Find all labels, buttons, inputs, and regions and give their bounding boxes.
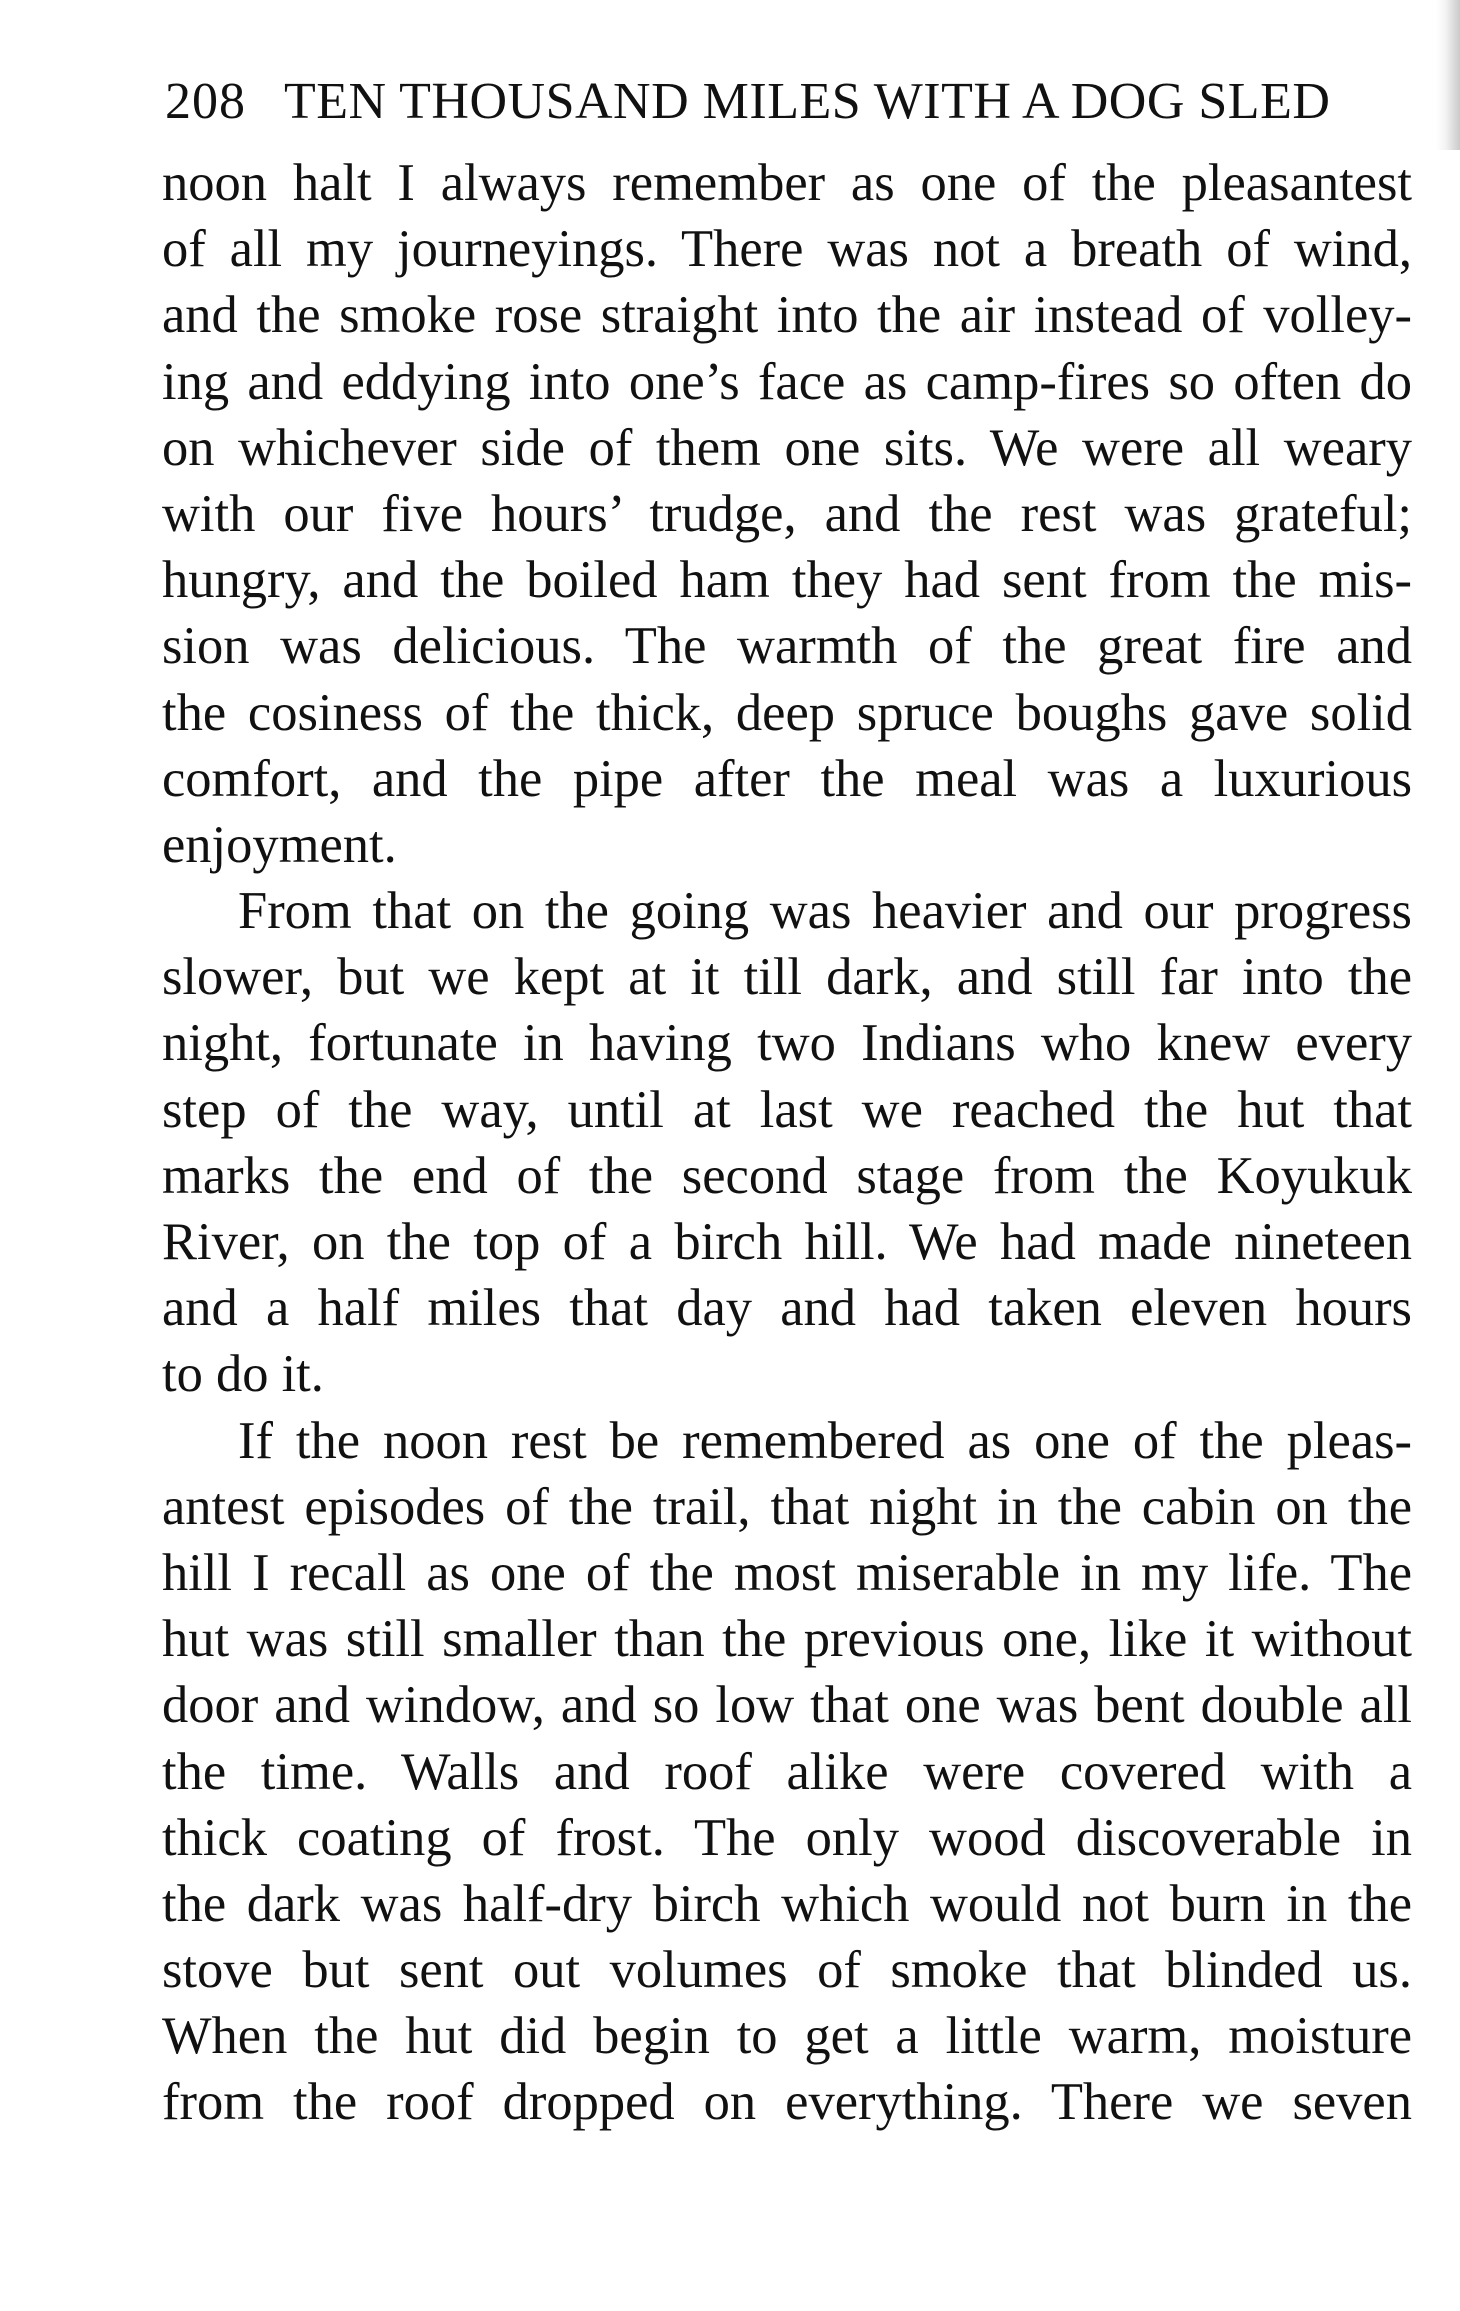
paragraph-2	[162, 878, 1412, 1408]
text-line: comfort, and the pipe after the meal was a luxurious	[162, 749, 1412, 808]
text-line: and a half miles that day and had taken eleven hours	[162, 1279, 1412, 1338]
text-line: hut was still smaller than the previous one, like it without	[162, 1610, 1412, 1669]
text-line: When the hut did begin to get a little warm, moisture	[162, 2007, 1412, 2066]
text-line: step of the way, until at last we reached the hut that	[162, 1080, 1412, 1139]
text-line: marks the end of the second stage from the Koyukuk	[162, 1146, 1412, 1205]
text-line: on whichever side of them one sits. We were all weary	[162, 418, 1412, 477]
text-line: From that on the going was heavier and our progress	[238, 882, 1412, 941]
text-line: stove but sent out volumes of smoke that blinded us.	[162, 1941, 1412, 2000]
text-line: the time. Walls and roof alike were covered with a	[162, 1742, 1412, 1801]
text-line: If the noon rest be remembered as one of the pleas-	[238, 1411, 1412, 1470]
text-line: to do it.	[162, 1345, 324, 1404]
running-header	[165, 62, 1410, 142]
text-line: noon halt I always remember as one of the pleasantest	[162, 154, 1412, 212]
page-edge-shadow	[1436, 0, 1460, 150]
text-line: of all my journeyings. There was not a breath of wind,	[162, 220, 1412, 279]
text-line: the dark was half-dry birch which would not burn in the	[162, 1874, 1412, 1933]
text-line: slower, but we kept at it till dark, and still far into the	[162, 948, 1412, 1007]
text-line: thick coating of frost. The only wood discoverable in	[162, 1808, 1412, 1867]
text-line: and the smoke rose straight into the air instead of volley-	[162, 286, 1412, 345]
text-line: River, on the top of a birch hill. We had made nineteen	[162, 1213, 1412, 1271]
text-line: hill I recall as one of the most miserable in my life. The	[162, 1543, 1412, 1602]
text-line: night, fortunate in having two Indians who knew every	[162, 1014, 1412, 1073]
running-title: TEN THOUSAND MILES WITH A DOG SLED	[284, 73, 1331, 130]
text-line: door and window, and so low that one was bent double all	[162, 1676, 1412, 1735]
text-line: sion was delicious. The warmth of the great fire and	[162, 617, 1412, 676]
text-line: with our five hours’ trudge, and the rest was grateful;	[162, 484, 1412, 543]
body-text	[162, 150, 1412, 2136]
text-line: hungry, and the boiled ham they had sent from the mis-	[162, 551, 1412, 610]
text-line: antest episodes of the trail, that night in the cabin on the	[162, 1477, 1412, 1536]
text-line: the cosiness of the thick, deep spruce boughs gave solid	[162, 683, 1412, 742]
paragraph-1	[162, 150, 1412, 878]
text-line: from the roof dropped on everything. There we seven	[162, 2073, 1412, 2132]
page-number: 208	[165, 73, 246, 130]
text-line: enjoyment.	[162, 815, 397, 874]
paragraph-3	[162, 1408, 1412, 2136]
text-line: ing and eddying into one’s face as camp-fires so often do	[162, 352, 1412, 411]
